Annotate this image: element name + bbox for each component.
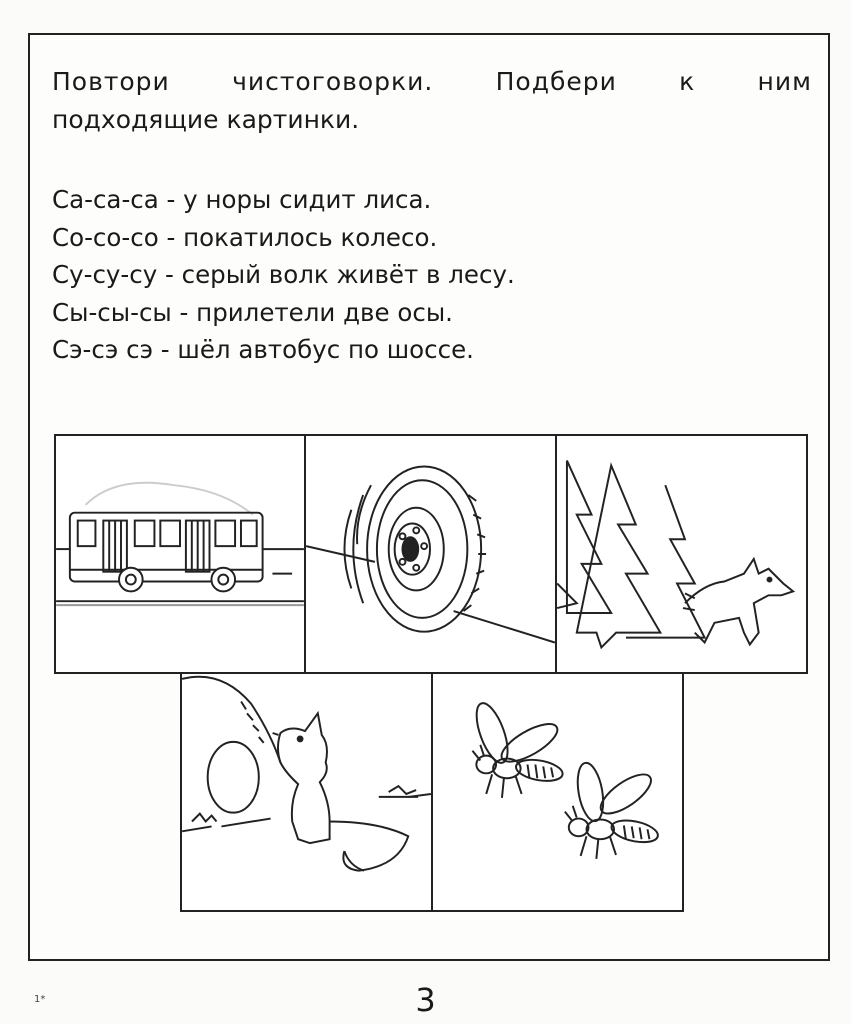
wolf-icon [557, 436, 806, 672]
tongue-twister-se: Сэ-сэ сэ - шёл автобус по шоссе. [52, 335, 474, 364]
tongue-twister-list [52, 181, 792, 369]
instruction-line-2: подходящие картинки. [52, 105, 360, 134]
picture-fox[interactable] [180, 672, 433, 912]
wheel-icon [306, 436, 555, 672]
fox-icon [182, 674, 431, 910]
tongue-twister-so: Со-со-со - покатилось колесо. [52, 222, 438, 252]
picture-forest-wolf[interactable] [555, 434, 808, 674]
page-number: 3 [415, 981, 436, 1019]
page-mark: 1* [34, 994, 46, 1005]
tongue-twister-sa: Са-са-са - у норы сидит лиса. [52, 185, 432, 214]
picture-bus[interactable] [54, 434, 306, 674]
tongue-twister-sy: Сы-сы-сы - прилетели две осы. [52, 297, 453, 327]
wasp-icon [433, 674, 682, 910]
picture-wheel[interactable] [304, 434, 557, 674]
tongue-twister-su: Су-су-су - серый волк живёт в лесу. [52, 260, 515, 289]
picture-wasps[interactable] [431, 672, 684, 912]
bus-icon [56, 436, 304, 672]
instruction-text [52, 63, 812, 139]
worksheet-frame [28, 33, 830, 961]
instruction-line-1: Повтори чистоговорки. Подбери к ним [52, 67, 812, 96]
